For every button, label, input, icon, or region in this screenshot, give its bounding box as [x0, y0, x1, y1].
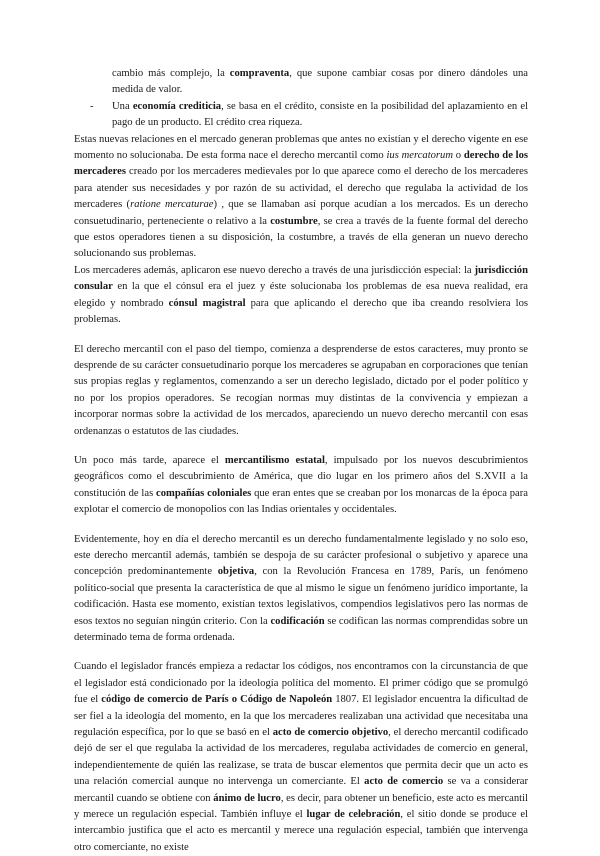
- italic-term: ius mercatorum: [386, 150, 454, 162]
- bold-term: objetiva: [217, 566, 255, 578]
- text-run: , se basa en el crédito, consiste en la posibilidad del aplazamiento en el pago de un producto. El crédito crea riqueza.: [112, 100, 528, 129]
- text-run: , se crea a través de la fuente formal del derecho que estos operadores tienen a su disposición, la costumbre, a través de ella generan un nuevo derecho solucionando sus problemas.: [74, 215, 528, 260]
- bold-term: mercantilismo estatal: [224, 454, 325, 466]
- text-run: , impulsado por los nuevos descubrimientos geográficos como el descubrimiento de América, que dio lugar en los primero años del S.XVII a la constitución de las: [74, 454, 528, 499]
- bold-term: ánimo de lucro: [213, 792, 281, 804]
- text-run: Un poco más tarde, aparece el: [74, 454, 225, 466]
- bold-term: costumbre: [270, 215, 318, 227]
- text-run: , es decir, para obtener un beneficio, este acto es mercantil y merece un regulación especial. También influye el: [74, 792, 528, 821]
- bold-term: codificación: [270, 615, 325, 627]
- text-run: ) , que se llamaban así porque acudían a los mercados. Es un derecho consuetudinario, perteneciente o relativo a la: [74, 199, 528, 227]
- text-run: Estas nuevas relaciones en el mercado generan problemas que antes no existían y el derecho vigente en ese momento no solucionaba. De esta forma nace el derecho mercantil como: [74, 133, 528, 162]
- text-run: Cuando el legislador francés empieza a redactar los códigos, nos encontramos con la circunstancia de que el legislador está condicionado por la ideología política del momento. El primer código que se promulgó fue el: [74, 661, 528, 706]
- paragraph-1: [74, 132, 528, 263]
- text-run: , que supone cambiar cosas por dinero dándoles una medida de valor.: [112, 68, 528, 96]
- italic-term: ratione mercaturae: [130, 199, 214, 211]
- bold-term: acto de comercio objetivo: [272, 727, 389, 739]
- text-run: o: [453, 150, 464, 162]
- bold-term: derecho de los mercaderes: [74, 150, 529, 178]
- list-continuation: [74, 66, 528, 99]
- text-run: , el sitio donde se produce el intercambio justifica que el acto es mercantil y merece una regulación especial, también que intervenga otro comerciante, no existe: [74, 809, 528, 853]
- text-run: para que aplicando el derecho que iba creando resolviera los problemas.: [74, 297, 528, 326]
- paragraph-3: [74, 342, 528, 440]
- bold-term: acto de comercio: [364, 776, 444, 788]
- paragraph-6: [74, 659, 528, 856]
- document-page: [74, 66, 528, 856]
- text-run: en la que el cónsul era el juez y éste solucionaba los problemas de esa nueva realidad, era elegido y nombrado: [74, 281, 528, 309]
- text-run: creado por los mercaderes medievales por lo que aparece como el derecho de los mercaderes para atender sus necesidades y por razón de su actividad, el derecho que regulaba la actividad de los mercaderes (: [74, 166, 528, 211]
- text-run: se va a considerar mercantil cuando se obtiene con: [74, 776, 528, 804]
- text-run: El derecho mercantil con el paso del tiempo, comienza a desprenderse de estos caracteres, muy pronto se desprende de su carácter consuetudinario porque los mercaderes se agrupaban en corporaciones que tenían sus propias reglas y reglamentos, comenzando a ser un derecho legislado, dictado por el poder político y no por los propios operadores. Se recogían normas muy distintas de la convivencia y empiezan a incorporar normas sobre la actividad de los mercados, apareciendo un nuevo derecho mercantil con esas ordenanzas o estatutos de las ciudades.: [74, 343, 528, 437]
- text-run: Los mercaderes además, aplicaron ese nuevo derecho a través de una jurisdicción especial: la: [74, 264, 475, 276]
- paragraph-5: [74, 532, 528, 647]
- text-run: que eran entes que se creaban por los monarcas de la época para explotar el comercio de monopolios con las Indias orientales y occidentales.: [74, 487, 528, 516]
- text-run: Evidentemente, hoy en día el derecho mercantil es un derecho fundamentalmente legislado y no solo eso, este derecho mercantil además, también se despoja de su carácter profesional o subjetivo y aparece una concepción predominantemente: [74, 533, 528, 578]
- text-run: Una: [112, 100, 133, 112]
- bold-term: lugar de celebración: [306, 809, 401, 821]
- text-run: 1807. El legislador encuentra la dificultad de ser fiel a la ideología del momento, en la que los mercaderes realizaban una actividad que necesitaba una regulación específica, por lo que se basó en el: [74, 694, 528, 739]
- text-run: , con la Revolución Francesa en 1789, París, un fenómeno político-social que presenta la característica de que al mismo le sigue un fenómeno jurídico importante, la codificación. Hasta ese momento, existían textos legislativos, compendios legislativos pero las normas de esos textos no seguían ningún criterio. Con la: [74, 566, 528, 627]
- text-run: cambio más complejo, la: [112, 68, 230, 79]
- paragraph-2: [74, 263, 528, 329]
- bold-term: cónsul magistral: [168, 297, 246, 309]
- list-item: [74, 99, 528, 132]
- bold-term-compraventa: compraventa: [229, 68, 290, 79]
- text-run: se codifican las normas comprendidas sobre un determinado tema de forma ordenada.: [74, 615, 528, 643]
- text-run: , el derecho mercantil codificado dejó de ser el que regulaba la actividad de los mercaderes, regulaba actividades de comercio en general, independientemente de quién las realizase, se trata de buscar elementos que permita decir que un acto es una relación comercial aunque no intervenga un comerciante. El: [74, 727, 528, 788]
- bold-term: jurisdicción consular: [74, 264, 528, 293]
- bullet-dash: -: [90, 100, 94, 112]
- bold-term-economia-crediticia: economía crediticia: [132, 100, 222, 112]
- paragraph-4: [74, 453, 528, 519]
- bold-term: código de comercio de París o Código de Napoleón: [101, 694, 333, 706]
- bold-term: compañías coloniales: [156, 487, 252, 499]
